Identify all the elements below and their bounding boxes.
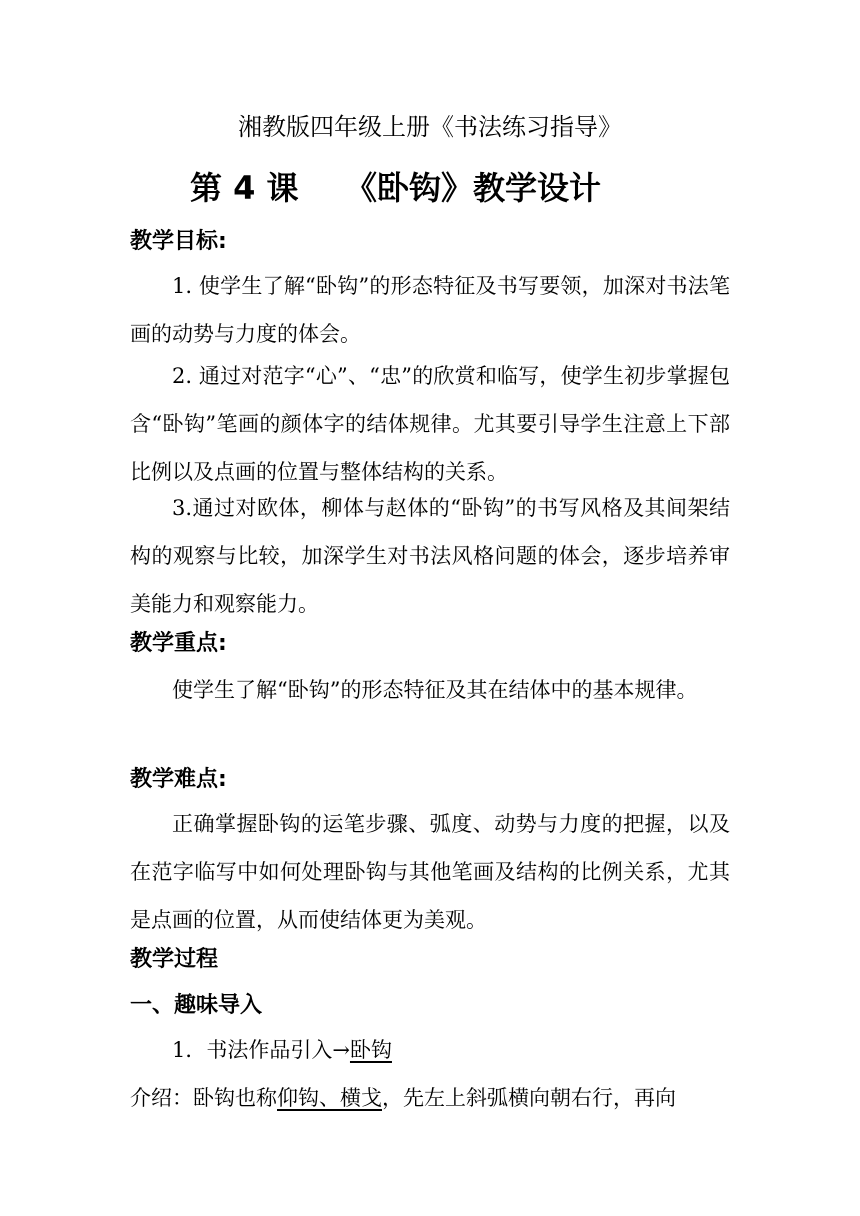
lesson-name: 《卧钩》教学设计 bbox=[345, 169, 602, 207]
difficulties-heading: 教学难点: bbox=[130, 767, 227, 792]
process-heading: 教学过程 bbox=[130, 947, 219, 972]
objective-item-1: 1. 使学生了解“卧钩”的形态特征及书写要领，加深对书法笔画的动势与力度的体会。 bbox=[130, 274, 730, 346]
step-1-text: 1．书法作品引入→ bbox=[172, 1038, 350, 1062]
objective-item-2: 2. 通过对范字“心”、“忠”的欣赏和临写，使学生初步掌握包含“卧钩”笔画的颜体字的结体规律。尤其要引导学生注意上下部比例以及点画的位置与整体结构的关系。 bbox=[130, 364, 730, 484]
document-title bbox=[190, 164, 750, 212]
intro-suffix: ，先左上斜弧横向朝右行，再向 bbox=[382, 1086, 676, 1110]
intro-underlined-terms: 仰钩、横戈 bbox=[277, 1086, 382, 1110]
key-points-heading: 教学重点: bbox=[130, 631, 227, 656]
intro-prefix: 介绍：卧钩也称 bbox=[130, 1086, 277, 1110]
section-1-heading: 一、趣味导入 bbox=[130, 993, 263, 1018]
step-1-underlined-term: 卧钩 bbox=[349, 1038, 392, 1062]
difficulties-text: 正确掌握卧钩的运笔步骤、弧度、动势与力度的把握，以及在范字临写中如何处理卧钩与其他笔画及结构的比例关系，尤其是点画的位置，从而使结体更为美观。 bbox=[130, 812, 730, 932]
objectives-heading: 教学目标: bbox=[130, 229, 227, 254]
document-subtitle: 湘教版四年级上册《书法练习指导》 bbox=[238, 113, 622, 141]
intro-paragraph bbox=[130, 1074, 730, 1122]
key-points-text: 使学生了解“卧钩”的形态特征及其在结体中的基本规律。 bbox=[172, 678, 698, 702]
objective-item-3: 3.通过对欧体，柳体与赵体的“卧钩”的书写风格及其间架结构的观察与比较，加深学生对书法风格问题的体会，逐步培养审美能力和观察能力。 bbox=[130, 496, 730, 616]
lesson-number: 第 4 课 bbox=[190, 169, 299, 207]
step-1 bbox=[130, 1026, 730, 1074]
